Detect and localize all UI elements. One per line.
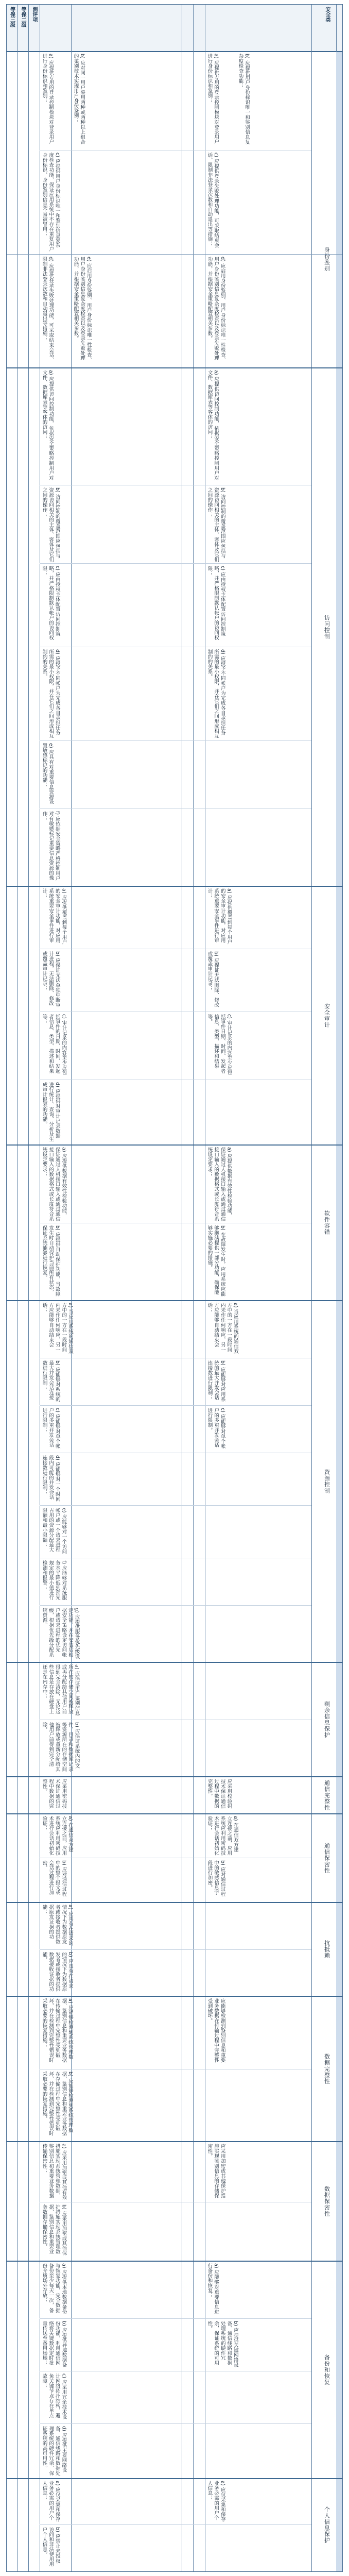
data-integrity-left-b: b) 应能够检测到系统管理数据、鉴别信息和重要业务数据在存储过程中完整性受到破坏，并在检测到完整性错误时采取必要的恢复措施。 [41, 2072, 73, 2136]
resource-right-c: c) 应能够对单个帐户的多重并发会话进行限制。 [206, 1408, 225, 1449]
comm-confid-right-b: b) 应对通信过程中的敏感信息字段进行加密。 [206, 1860, 225, 1897]
category-access: 访问控制 [323, 615, 330, 639]
col-divider [28, 5, 29, 2571]
resource-right-a: a) 当应用系统的通信双方中的一方在一段时间内未作任何响应，另一方应能够自动结束会话； [206, 1303, 238, 1354]
header-level2: 等保二级 [17, 5, 28, 51]
fault-left-b: b) 应提供自动保护功能，当故障发生时自动保护当前所有状态，保证系统能够进行恢复。 [41, 1225, 60, 1297]
header-category: 安全类 [311, 5, 342, 51]
backup-right-b: b) 应提供关键网络设备、通信线路和数据处理系统的硬件冗余，保证系统的可用性。 [206, 2321, 238, 2367]
data-integrity-right: 应能够检测到鉴别信息和重要业务数据在传输过程中完整性受到破坏。 [206, 1998, 225, 2063]
access-left-c: c) 应由授权主体配置访问控制策略，并严格限制默认帐户的访问权限； [41, 566, 60, 640]
category-audit: 安全审计 [323, 1003, 330, 1028]
category-resource: 资源控制 [323, 1469, 330, 1494]
row-divider [7, 254, 342, 255]
comm-confid-left-a: a) 在通信双方建立连接之前，应用系统应利用密码技术进行会话初始化验证； [41, 1816, 73, 1856]
identity-right-d: d) 应启用身份鉴别、用户身份标识唯一性检查、用户身份鉴别信息复杂度检查以及登录失败处理功能，并根据安全策略配置相关参数。 [206, 257, 225, 362]
resource-left-c: c) 应能够对单个帐户的多重并发会话进行限制； [41, 1408, 60, 1449]
audit-left-d: d) 应提供对审计记录数据进行统计、查询、分析及生成审计报表的功能。 [41, 1082, 60, 1142]
comm-integrity-right: 应采用校验码技术保证通信过程中数据的完整性。 [206, 1779, 232, 1809]
row-divider [40, 2318, 311, 2319]
col-divider [71, 5, 72, 2571]
access-left-f: f) 应依据安全策略严格控制用户对有敏感标记重要信息资源的操作； [41, 811, 60, 881]
category-non-repudiation: 抗抵赖 [323, 1940, 330, 1959]
data-confid-left-b: b) 应采用加密或其他保护措施实现系统管理数据、鉴别信息和重要业务数据存储保密性。 [41, 2204, 67, 2256]
row-divider [40, 740, 311, 741]
resource-left-a: a) 当应用系统的通信双方中的一方在一段时间内未作任何响应，另一方应能够自动结束会话； [41, 1303, 73, 1354]
audit-left-b: b) 应保证无法单独中断审计进程，无法删除、修改或覆盖审计记录； [41, 951, 60, 1007]
backup-left-c: c) 应采用冗余技术设计网络拓扑结构，避免关键节点存在单点故障； [41, 2373, 67, 2419]
privacy-left-b: b) 应禁止未授权访问和非法使用用户个人信息。 [41, 2527, 60, 2567]
privacy-right-a: a) 应仅采集和保存业务必需的用户个人信息； [206, 2481, 225, 2522]
resource-left-e: e) 应能够对一个访问帐户或一个请求进程占用的资源分配最大限额和最小限额； [41, 1508, 67, 1554]
residual-left-a: a) 应保证用户鉴别信息所在的存储空间被释放或再分配给其他用户前得到完全清除，无论这些信息是存放在硬盘上还是在内存中； [41, 1664, 80, 1716]
access-right-d: d) 应授予不同帐户为完成各自承担任务所需的最小权限，并在它们之间形成相互制约的关系。 [206, 649, 225, 738]
audit-left-c: c) 审计记录的内容至少应包括事件的日期、时间、发起者信息、类型、描述和结果等； [41, 1014, 67, 1075]
audit-left-a: a) 应提供覆盖到每个用户的安全审计功能，对应用系统重要安全事件进行审计； [41, 888, 67, 945]
privacy-left-a: a) 应仅采集和保存业务必需的用户个人信息； [41, 2481, 60, 2522]
category-backup: 备份和恢复 [323, 2354, 330, 2385]
data-confid-right: 应采用加密或其他保护措施实现鉴别信息的存储保密性。 [206, 2144, 225, 2198]
row-divider [40, 1605, 311, 1606]
backup-left-d: d) 应提供主要网络设备、通信线路和数据处理系统的硬件冗余，保证系统的高可用性。 [41, 2426, 67, 2476]
resource-left-b: b) 应能够对系统的最大并发会话连接数进行限制； [41, 1360, 60, 1402]
category-comm-integrity: 通信完整性 [323, 1780, 330, 1811]
requirements-table [6, 4, 343, 2572]
data-integrity-left-a: a) 应能够检测到系统管理数据、鉴别信息和重要业务数据在传输过程中完整性受到破坏，并在检测到完整性错误时采取必要的恢复措施； [41, 1998, 73, 2063]
access-right-a: a) 应提供访问控制功能，依据安全策略控制用户对文件、数据库表等客体的访问； [206, 370, 219, 481]
category-comm-confid: 通信保密性 [323, 1843, 330, 1874]
access-right-b: b) 访问控制的覆盖范围应包括与资源访问相关的主体、客体及它们之间的操作； [206, 487, 225, 562]
audit-right-a: a) 应提供覆盖到每个用户的安全审计功能，对应用系统重要安全事件进行审计； [206, 888, 232, 945]
residual-left-b: b) 应保证系统内的文件、目录和数据库记录等资源所在的存储空间被释放或重新分配给其他用户前得到完全清除。 [41, 1722, 80, 1772]
category-identity: 身份鉴别 [323, 247, 330, 272]
intro-left-c: c) 应提供用户身份标识唯一和鉴别信息复杂度检查功能，保证应用系统中不存在重复用户身份标识，身份鉴别信息不易被冒用； [41, 153, 60, 251]
comm-confid-right-a: a) 在通信双方建立连接之前，应用系统应利用密码技术进行会话初始化验证； [206, 1816, 238, 1856]
category-fault: 软件容错 [323, 1210, 330, 1235]
intro-left-b: b) 应对同一用户采用两种或两种以上组合的鉴别技术实现用户身份鉴别； [73, 54, 85, 145]
intro-right-a: a) 应提供专用的登录控制模块对登录用户进行身份标识和鉴别； [206, 54, 219, 144]
col-divider [193, 5, 194, 2571]
access-left-e: e) 应具有对重要信息资源设置敏感标记的功能； [41, 743, 54, 804]
fault-right-a: a) 应提供数据有效性检验功能，保证通过人机接口输入或通过通信接口输入的数据格式或长度符合系统设定要求； [206, 1147, 232, 1221]
identity-left-e: e) 应启用身份鉴别、用户身份标识唯一性检查、用户身份鉴别信息复杂度检查以及登录失败处理功能，并根据安全策略配置相关参数。 [73, 257, 92, 362]
row-divider [40, 1949, 311, 1950]
resource-left-d: d) 应能够对一个时间段内可能的并发会话连接数进行限制； [41, 1455, 60, 1502]
identity-left-d: d) 应提供登录失败处理功能，可采取结束会话、限制非法登录次数和自动退出等措施； [41, 257, 54, 362]
row-divider [40, 2423, 311, 2424]
nonrep-left-a: a) 应具有在请求的情况下为数据原发者或接收者提供数据原发证据的功能； [41, 1905, 73, 1946]
header-level3: 等保三级 [9, 7, 15, 27]
access-left-d: d) 应授予不同帐户为完成各自承担任务所需的最小权限，并在它们之间形成相互制约的关系。 [41, 649, 60, 738]
row-divider [40, 1505, 311, 1506]
header-item: 测评项 [28, 5, 40, 51]
access-left-b: b) 访问控制的覆盖范围应包括与资源访问相关的主体、客体及它们之间的操作； [41, 487, 60, 562]
comm-confid-left-b: b) 应对通信过程中的整个报文或会话过程进行加密。 [41, 1860, 67, 1897]
resource-left-f: f) 应能够对系统服务水平降低到预先规定的最小值进行检测和报警； [41, 1560, 67, 1601]
col-divider [17, 5, 18, 2571]
category-data-confid: 数据保密性 [323, 2186, 330, 2217]
fault-left-a: a) 应提供数据有效性检验功能，保证通过人机接口输入或通过通信接口输入的数据格式或长度符合系统设定要求； [41, 1147, 67, 1221]
audit-right-c: c) 审计记录的内容至少应包括事件日期、时间、发起者信息、类型、描述和结果等。 [206, 1014, 232, 1075]
intro-right-c: c) 应提供登录失败处理功能，可采取结束会话、限制非法登录次数和自动退出等措施； [206, 153, 219, 248]
resource-right-b: b) 应能够对应用系统的最大并发会话连接数进行限制； [206, 1360, 225, 1402]
row-divider [40, 1405, 311, 1406]
data-confid-left-a: a) 应采用加密或其他有效措施实现系统管理数据、鉴别信息和重要业务数据传输保密性； [41, 2144, 67, 2200]
row-divider [40, 2524, 311, 2525]
access-right-c: c) 应由授权主体配置访问控制策略，并严格限制默认帐户的访问权限； [206, 566, 225, 640]
audit-right-b: b) 应保证无法删除、修改或覆盖审计记录； [206, 951, 219, 1007]
fault-right-b: b) 在故障发生时，应用系统应能够继续提供一部分功能，确保能够实施必要的措施。 [206, 1225, 225, 1297]
backup-right-a: a) 应能够对重要信息进行备份和恢复； [206, 2263, 219, 2315]
intro-left-a: a) 应提供专用的登录控制模块对登录用户进行身份标识和鉴别； [41, 54, 54, 144]
category-residual: 剩余信息保护 [323, 1701, 330, 1738]
resource-left-g: g) 应提供服务优先级设定功能，并在安装后根据安全策略设定访问帐户或请求进程的优先级，根据优先级分配系统资源。 [41, 1608, 80, 1659]
nonrep-left-b: b) 应具有在请求的情况下为数据原发者或接收者提供数据接收证据的功能。 [41, 1952, 73, 1992]
backup-left-a: a) 应提供本地数据备份与恢复功能，完全数据备份至少每天一次，备份介质场外存放； [41, 2263, 67, 2315]
row-divider [40, 563, 311, 564]
table-header [7, 5, 342, 52]
backup-left-b: b) 应提供异地数据备份功能，利用通信网络将关键数据定时批量传送至备用场地； [41, 2321, 67, 2367]
category-data-integrity: 数据完整性 [323, 2053, 330, 2084]
intro-right-b: b) 应提供用户身份标识唯一和鉴别信息复杂度检查功能； [237, 54, 250, 145]
category-privacy: 个人信息保护 [323, 2506, 330, 2544]
comm-integrity-left: 应采用密码技术保证通信过程中数据的完整性。 [41, 1779, 67, 1809]
access-left-a: a) 应提供访问控制功能，依据安全策略控制用户对文件、数据库表等客体的访问； [41, 370, 54, 481]
